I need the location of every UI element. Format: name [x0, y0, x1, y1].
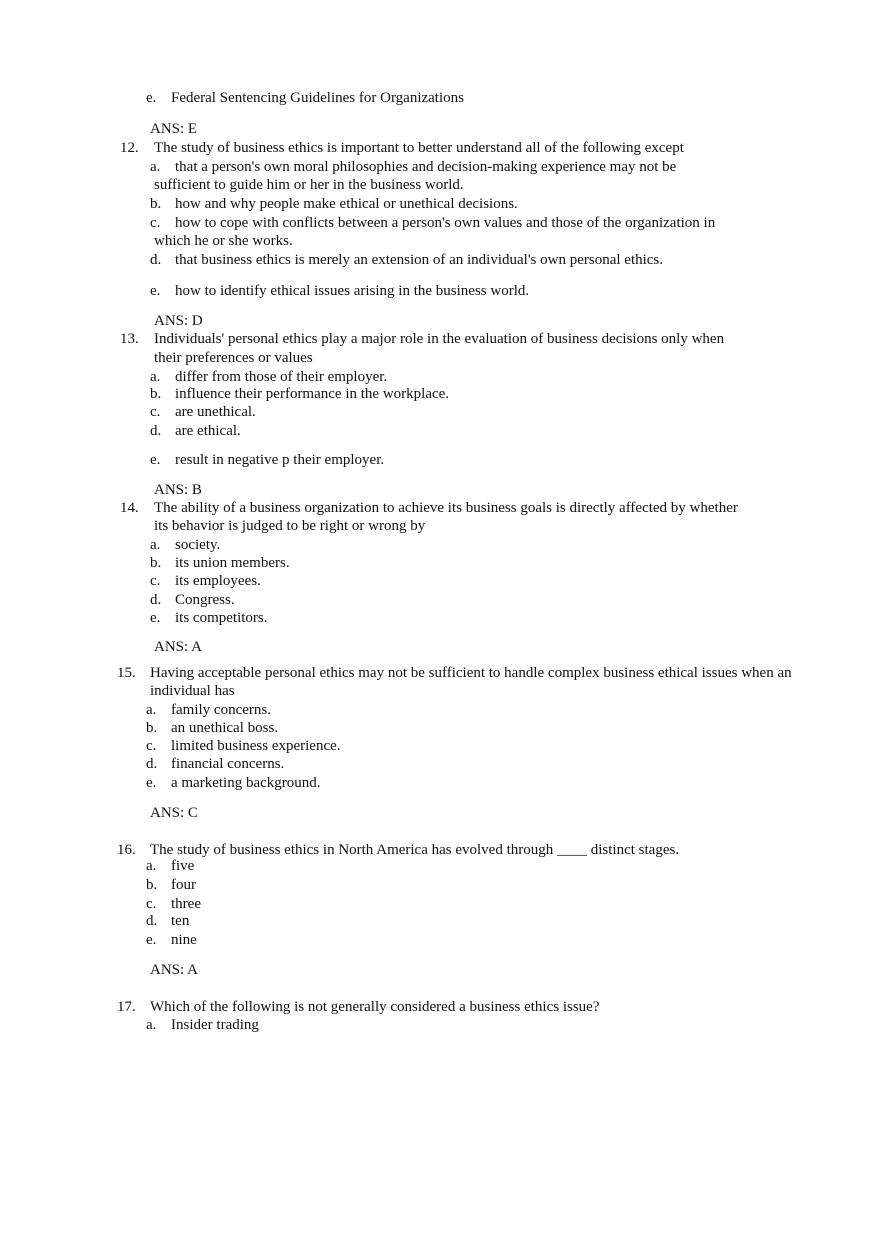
carryover-answer: ANS: E — [150, 121, 198, 137]
q13-number: 13. — [120, 331, 139, 347]
q14-stem: The ability of a business organization to achieve its business goals is directly affected by whether — [154, 500, 738, 516]
q13-option-c-letter: c. — [150, 404, 161, 420]
q13-option-a-text: differ from those of their employer. — [175, 369, 388, 385]
q14-option-c-letter: c. — [150, 573, 161, 589]
q16-option-d-text: ten — [171, 913, 190, 929]
q17-option-a-text: Insider trading — [171, 1017, 259, 1033]
q15-option-b-text: an unethical boss. — [171, 720, 279, 736]
option-letter: e. — [146, 90, 157, 106]
q13-option-e-text: result in negative p their employer. — [175, 452, 385, 468]
q12-stem: The study of business ethics is important to better understand all of the following except — [154, 140, 684, 156]
q12-option-c-text-cont: which he or she works. — [154, 233, 293, 249]
q14-option-b-text: its union members. — [175, 555, 290, 571]
q13-option-e-letter: e. — [150, 452, 161, 468]
q16-number: 16. — [117, 842, 136, 858]
q14-option-e-text: its competitors. — [175, 610, 268, 626]
q14-option-c-text: its employees. — [175, 573, 261, 589]
q14-stem-cont: its behavior is judged to be right or wrong by — [154, 518, 426, 534]
option-text: Federal Sentencing Guidelines for Organizations — [171, 90, 464, 106]
q13-option-d-letter: d. — [150, 423, 162, 439]
q12-option-c-letter: c. — [150, 215, 161, 231]
q15-number: 15. — [117, 665, 136, 681]
q13-stem-cont: their preferences or values — [154, 350, 313, 366]
q15-answer: ANS: C — [150, 805, 198, 821]
q16-option-a-letter: a. — [146, 858, 157, 874]
q15-option-c-text: limited business experience. — [171, 738, 341, 754]
q12-option-e-text: how to identify ethical issues arising in the business world. — [175, 283, 530, 299]
q14-option-e-letter: e. — [150, 610, 161, 626]
q15-option-c-letter: c. — [146, 738, 157, 754]
q15-stem: Having acceptable personal ethics may not be sufficient to handle complex business ethical issues when an — [150, 665, 792, 681]
q15-option-d-text: financial concerns. — [171, 756, 285, 772]
q12-option-c-text: how to cope with conflicts between a person's own values and those of the organization in — [175, 215, 716, 231]
q12-option-d-text: that business ethics is merely an extension of an individual's own personal ethics. — [175, 252, 664, 268]
q14-option-d-text: Congress. — [175, 592, 235, 608]
q13-stem: Individuals' personal ethics play a major role in the evaluation of business decisions only when — [154, 331, 725, 347]
q15-option-a-text: family concerns. — [171, 702, 271, 718]
q12-answer: ANS: D — [154, 313, 203, 329]
q12-option-e-letter: e. — [150, 283, 161, 299]
q16-answer: ANS: A — [150, 962, 198, 978]
q14-option-a-text: society. — [175, 537, 221, 553]
q17-stem: Which of the following is not generally considered a business ethics issue? — [150, 999, 600, 1015]
q15-option-b-letter: b. — [146, 720, 158, 736]
q15-option-d-letter: d. — [146, 756, 158, 772]
q16-option-e-letter: e. — [146, 932, 157, 948]
q12-option-b-letter: b. — [150, 196, 162, 212]
q16-option-c-letter: c. — [146, 896, 157, 912]
q15-stem-cont: individual has — [150, 683, 235, 699]
q13-option-c-text: are unethical. — [175, 404, 256, 420]
q16-option-c-text: three — [171, 896, 201, 912]
q14-answer: ANS: A — [154, 639, 202, 655]
q13-option-b-letter: b. — [150, 386, 162, 402]
q14-option-b-letter: b. — [150, 555, 162, 571]
q12-number: 12. — [120, 140, 139, 156]
q16-option-d-letter: d. — [146, 913, 158, 929]
q14-number: 14. — [120, 500, 139, 516]
q12-option-a-letter: a. — [150, 159, 161, 175]
q13-option-a-letter: a. — [150, 369, 161, 385]
q16-option-b-letter: b. — [146, 877, 158, 893]
q12-option-a-text-cont: sufficient to guide him or her in the business world. — [154, 177, 464, 193]
q12-option-a-text: that a person's own moral philosophies and decision-making experience may not be — [175, 159, 677, 175]
q13-option-b-text: influence their performance in the workplace. — [175, 386, 450, 402]
q15-option-e-letter: e. — [146, 775, 157, 791]
q17-number: 17. — [117, 999, 136, 1015]
q15-option-a-letter: a. — [146, 702, 157, 718]
q16-stem: The study of business ethics in North America has evolved through ____ distinct stages. — [150, 842, 680, 858]
q16-option-a-text: five — [171, 858, 195, 874]
q16-option-b-text: four — [171, 877, 196, 893]
q15-option-e-text: a marketing background. — [171, 775, 321, 791]
q14-option-a-letter: a. — [150, 537, 161, 553]
q14-option-d-letter: d. — [150, 592, 162, 608]
q12-option-d-letter: d. — [150, 252, 162, 268]
q16-option-e-text: nine — [171, 932, 197, 948]
q13-option-d-text: are ethical. — [175, 423, 241, 439]
q13-answer: ANS: B — [154, 482, 202, 498]
q17-option-a-letter: a. — [146, 1017, 157, 1033]
q12-option-b-text: how and why people make ethical or unethical decisions. — [175, 196, 518, 212]
